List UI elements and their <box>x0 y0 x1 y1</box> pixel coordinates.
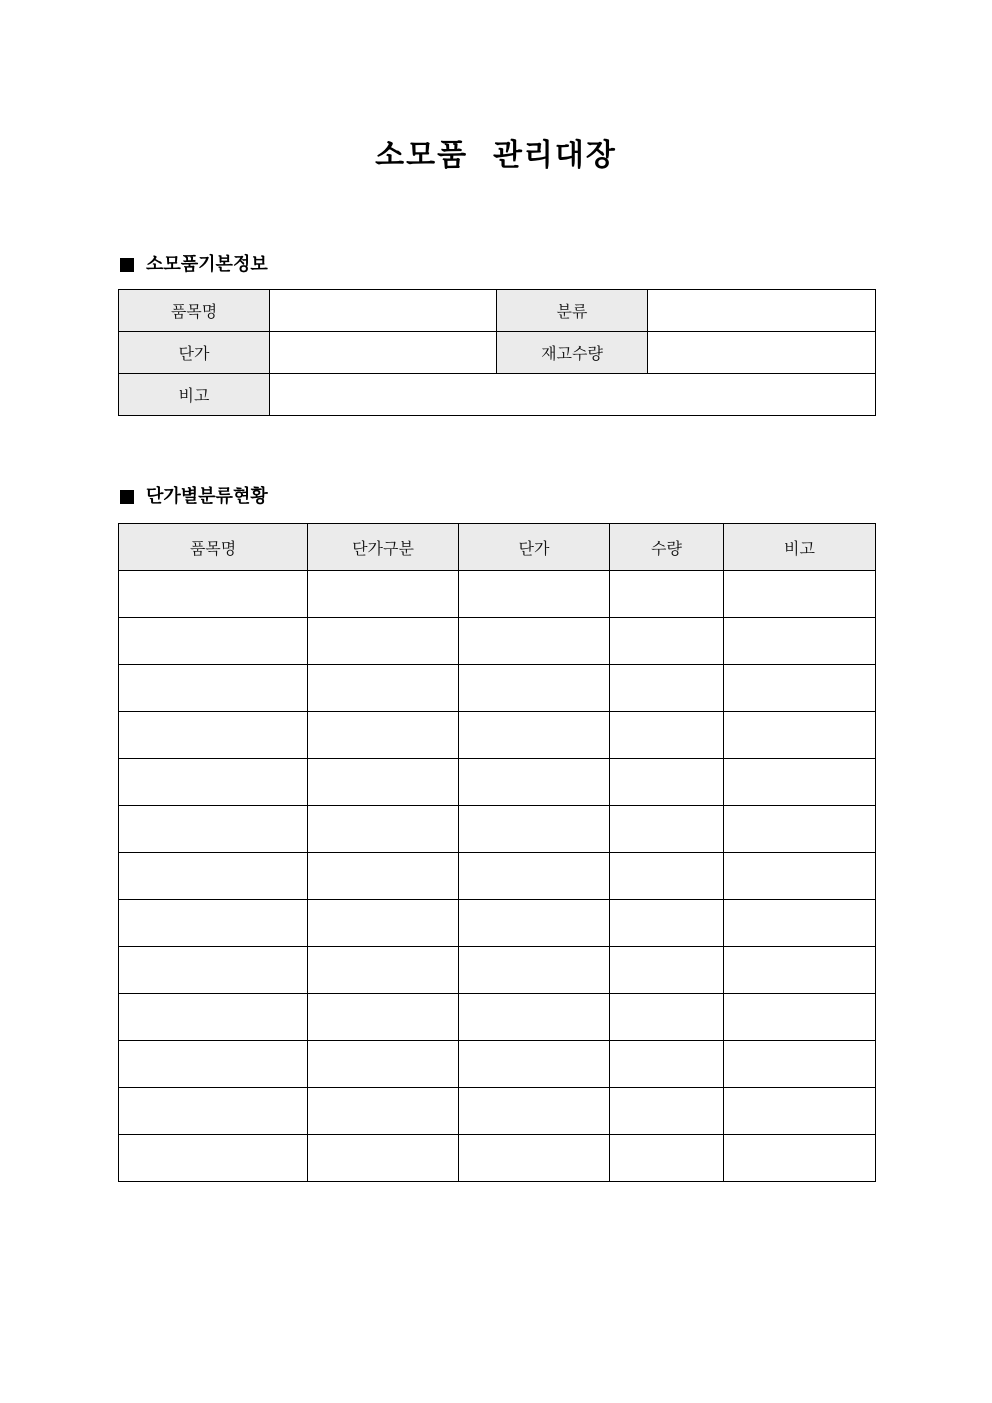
basic-info-heading <box>120 253 268 277</box>
remarks-cell[interactable] <box>724 1088 876 1135</box>
remarks-cell[interactable] <box>724 947 876 994</box>
stock-qty-field[interactable] <box>648 332 876 374</box>
item-name-label: 품목명 <box>119 290 270 332</box>
price-type-cell[interactable] <box>308 618 459 665</box>
category-label: 분류 <box>497 290 648 332</box>
item-name-cell[interactable] <box>119 806 308 853</box>
item-name-cell[interactable] <box>119 665 308 712</box>
item-name-cell[interactable] <box>119 1041 308 1088</box>
quantity-cell[interactable] <box>610 1041 724 1088</box>
item-name-cell[interactable] <box>119 759 308 806</box>
table-row <box>119 712 876 759</box>
item-name-cell[interactable] <box>119 571 308 618</box>
remarks-cell[interactable] <box>724 806 876 853</box>
table-header-row <box>119 524 876 571</box>
item-name-cell[interactable] <box>119 712 308 759</box>
quantity-cell[interactable] <box>610 806 724 853</box>
remarks-cell[interactable] <box>724 853 876 900</box>
unit-price-cell[interactable] <box>459 853 610 900</box>
remarks-label: 비고 <box>119 374 270 416</box>
unit-price-cell[interactable] <box>459 1088 610 1135</box>
table-row <box>119 290 876 332</box>
unit-price-cell[interactable] <box>459 712 610 759</box>
basic-info-table <box>118 289 876 416</box>
quantity-cell[interactable] <box>610 994 724 1041</box>
unit-price-cell[interactable] <box>459 806 610 853</box>
price-table-body <box>119 571 876 1182</box>
price-type-cell[interactable] <box>308 806 459 853</box>
quantity-cell[interactable] <box>610 712 724 759</box>
unit-price-field[interactable] <box>270 332 497 374</box>
column-header-remarks: 비고 <box>724 524 876 571</box>
unit-price-cell[interactable] <box>459 1041 610 1088</box>
remarks-cell[interactable] <box>724 1135 876 1182</box>
price-type-cell[interactable] <box>308 665 459 712</box>
category-field[interactable] <box>648 290 876 332</box>
remarks-cell[interactable] <box>724 1041 876 1088</box>
table-row <box>119 374 876 416</box>
price-type-cell[interactable] <box>308 1135 459 1182</box>
unit-price-cell[interactable] <box>459 947 610 994</box>
price-type-cell[interactable] <box>308 712 459 759</box>
quantity-cell[interactable] <box>610 665 724 712</box>
item-name-cell[interactable] <box>119 900 308 947</box>
column-header-price-type: 단가구분 <box>308 524 459 571</box>
item-name-cell[interactable] <box>119 618 308 665</box>
remarks-cell[interactable] <box>724 665 876 712</box>
unit-price-cell[interactable] <box>459 1135 610 1182</box>
table-row <box>119 571 876 618</box>
table-row <box>119 1135 876 1182</box>
remarks-field[interactable] <box>270 374 876 416</box>
table-row <box>119 806 876 853</box>
quantity-cell[interactable] <box>610 900 724 947</box>
item-name-cell[interactable] <box>119 853 308 900</box>
unit-price-cell[interactable] <box>459 571 610 618</box>
table-row <box>119 900 876 947</box>
square-bullet-icon <box>120 490 134 504</box>
unit-price-cell[interactable] <box>459 618 610 665</box>
item-name-cell[interactable] <box>119 1088 308 1135</box>
remarks-cell[interactable] <box>724 759 876 806</box>
remarks-cell[interactable] <box>724 994 876 1041</box>
column-header-quantity: 수량 <box>610 524 724 571</box>
table-row <box>119 994 876 1041</box>
square-bullet-icon <box>120 258 134 272</box>
quantity-cell[interactable] <box>610 571 724 618</box>
page-title: 소모품 관리대장 <box>375 138 617 173</box>
stock-qty-label: 재고수량 <box>497 332 648 374</box>
quantity-cell[interactable] <box>610 618 724 665</box>
price-type-cell[interactable] <box>308 994 459 1041</box>
item-name-cell[interactable] <box>119 1135 308 1182</box>
item-name-cell[interactable] <box>119 994 308 1041</box>
unit-price-cell[interactable] <box>459 994 610 1041</box>
quantity-cell[interactable] <box>610 759 724 806</box>
item-name-cell[interactable] <box>119 947 308 994</box>
quantity-cell[interactable] <box>610 1135 724 1182</box>
table-row <box>119 947 876 994</box>
table-row <box>119 665 876 712</box>
price-type-cell[interactable] <box>308 1088 459 1135</box>
remarks-cell[interactable] <box>724 571 876 618</box>
price-type-cell[interactable] <box>308 947 459 994</box>
price-type-cell[interactable] <box>308 571 459 618</box>
table-row <box>119 332 876 374</box>
price-category-heading <box>120 485 268 509</box>
table-row <box>119 1088 876 1135</box>
unit-price-cell[interactable] <box>459 900 610 947</box>
remarks-cell[interactable] <box>724 712 876 759</box>
price-type-cell[interactable] <box>308 853 459 900</box>
price-category-heading-text: 단가별분류현황 <box>146 486 268 507</box>
unit-price-cell[interactable] <box>459 759 610 806</box>
price-type-cell[interactable] <box>308 759 459 806</box>
price-type-cell[interactable] <box>308 900 459 947</box>
remarks-cell[interactable] <box>724 900 876 947</box>
price-category-table <box>118 523 876 1182</box>
table-row <box>119 759 876 806</box>
unit-price-label: 단가 <box>119 332 270 374</box>
quantity-cell[interactable] <box>610 947 724 994</box>
column-header-item-name: 품목명 <box>119 524 308 571</box>
quantity-cell[interactable] <box>610 1088 724 1135</box>
table-row <box>119 853 876 900</box>
table-row <box>119 618 876 665</box>
basic-info-heading-text: 소모품기본정보 <box>146 254 268 275</box>
quantity-cell[interactable] <box>610 853 724 900</box>
unit-price-cell[interactable] <box>459 665 610 712</box>
column-header-unit-price: 단가 <box>459 524 610 571</box>
table-row <box>119 1041 876 1088</box>
item-name-field[interactable] <box>270 290 497 332</box>
remarks-cell[interactable] <box>724 618 876 665</box>
price-type-cell[interactable] <box>308 1041 459 1088</box>
